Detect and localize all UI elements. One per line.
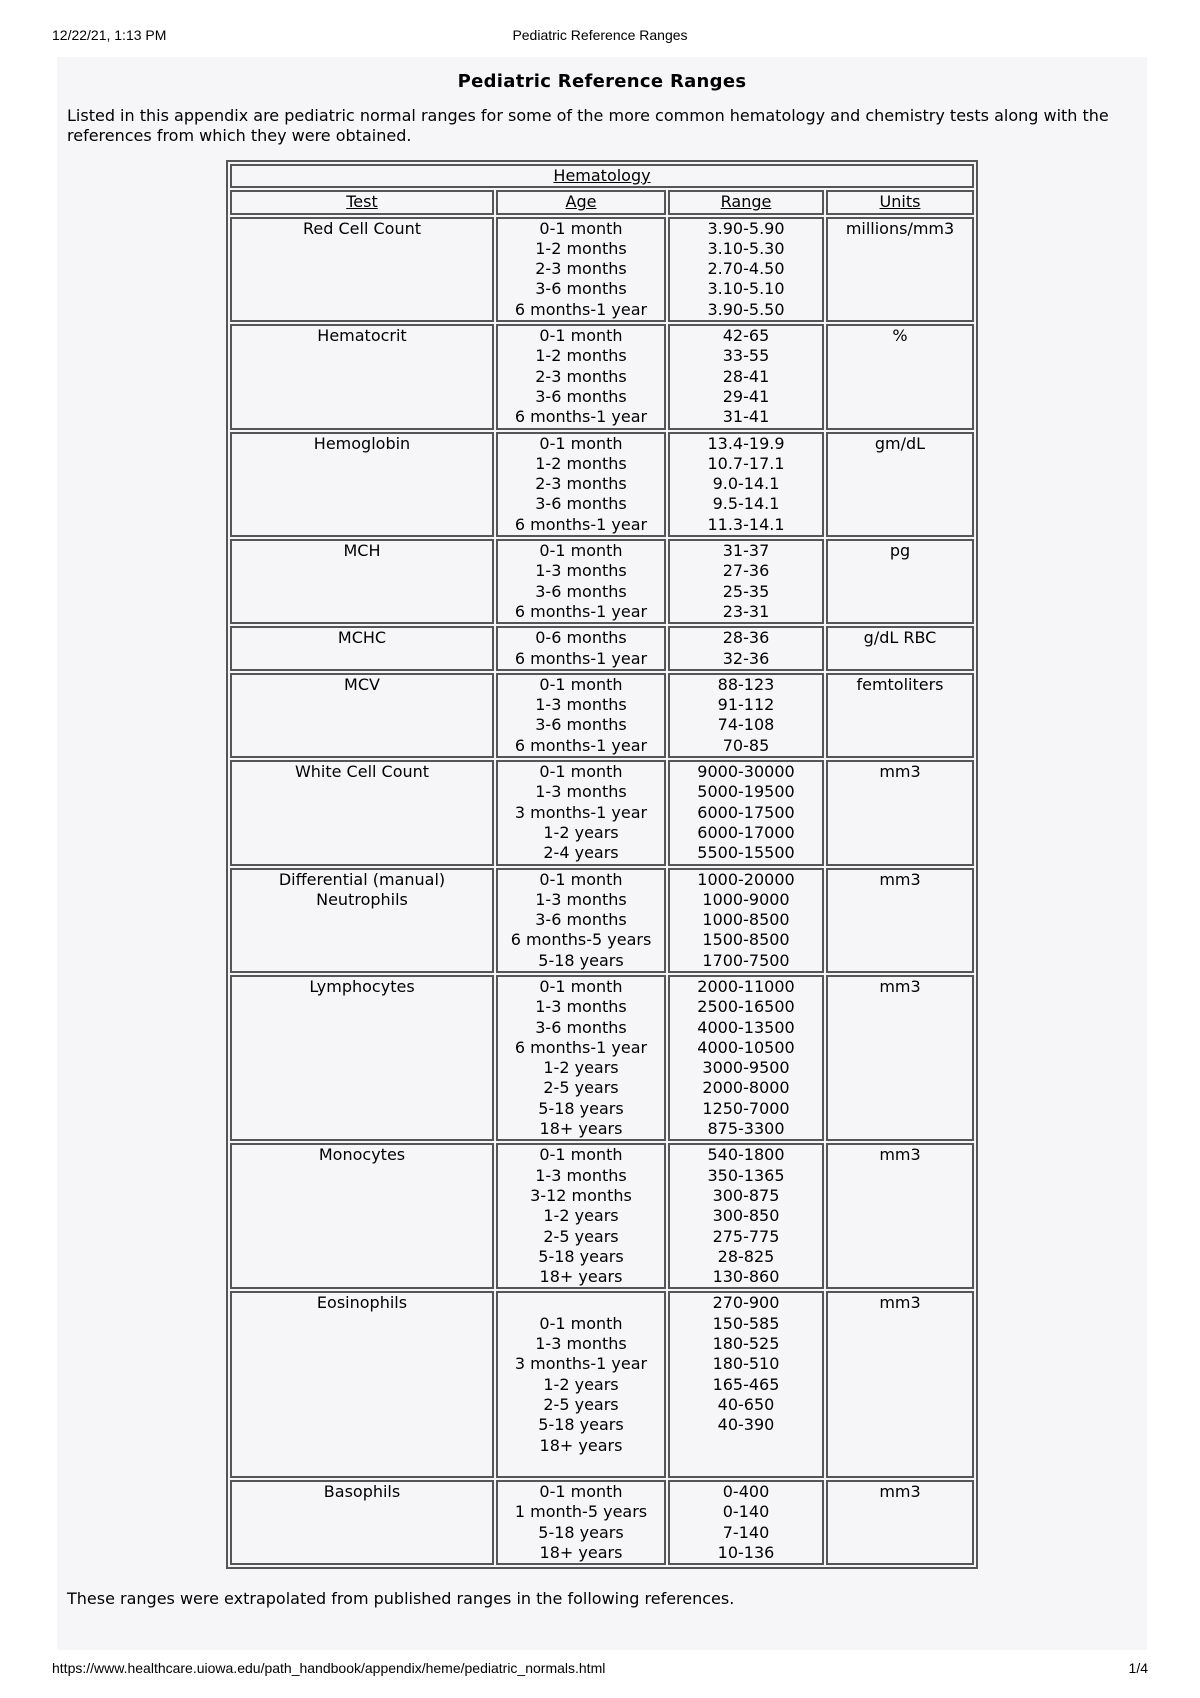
range-value: 31-41 — [722, 407, 770, 427]
units-cell — [826, 217, 974, 322]
range-value: 9.5-14.1 — [712, 494, 780, 514]
range-value: 150-585 — [712, 1313, 780, 1333]
range-value: 275-775 — [712, 1226, 780, 1246]
age-value: 18+ years — [539, 1267, 623, 1287]
range-value: 31-37 — [722, 541, 770, 561]
age-value: 0-1 month — [539, 1145, 623, 1165]
range-value: 10.7-17.1 — [707, 453, 785, 473]
table-row — [230, 760, 974, 865]
age-value: 0-1 month — [539, 1313, 623, 1333]
age-value: 3-6 months — [535, 494, 627, 514]
age-cell — [496, 1143, 666, 1289]
age-cell — [496, 975, 666, 1141]
range-cell — [668, 1143, 824, 1289]
age-value: 3-12 months — [530, 1185, 632, 1205]
age-value: 3-6 months — [535, 1017, 627, 1037]
range-value: 1000-20000 — [697, 869, 795, 889]
age-value: 6 months-1 year — [514, 1037, 648, 1057]
age-cell — [496, 324, 666, 429]
range-value: 9000-30000 — [697, 762, 795, 782]
range-value: 7-140 — [722, 1522, 770, 1542]
test-name: Hemoglobin — [313, 433, 411, 453]
range-value: 42-65 — [722, 326, 770, 346]
age-value: 1-2 years — [543, 822, 619, 842]
test-name: White Cell Count — [294, 762, 430, 782]
range-value — [670, 1456, 822, 1476]
test-name-cell — [230, 673, 494, 758]
range-value: 0-400 — [722, 1482, 770, 1502]
units-cell — [826, 539, 974, 624]
units-value: mm3 — [879, 976, 921, 996]
range-value: 2.70-4.50 — [707, 259, 785, 279]
range-value: 0-140 — [722, 1502, 770, 1522]
age-value: 3-6 months — [535, 386, 627, 406]
age-value: 1-2 years — [543, 1206, 619, 1226]
test-name-cell — [230, 1143, 494, 1289]
hematology-table — [226, 160, 978, 1569]
range-value: 130-860 — [712, 1267, 780, 1287]
range-value: 74-108 — [717, 715, 775, 735]
units-cell — [826, 760, 974, 865]
range-cell — [668, 432, 824, 537]
range-value: 300-850 — [712, 1206, 780, 1226]
age-value: 1-3 months — [535, 695, 627, 715]
range-cell — [668, 217, 824, 322]
age-value: 5-18 years — [538, 1098, 624, 1118]
age-value: 0-1 month — [539, 869, 623, 889]
age-value: 5-18 years — [538, 1246, 624, 1266]
test-name-cell — [230, 217, 494, 322]
age-value: 0-1 month — [539, 1482, 623, 1502]
range-value: 1250-7000 — [702, 1098, 790, 1118]
range-cell — [668, 324, 824, 429]
range-value: 10-136 — [717, 1543, 775, 1562]
table-row — [230, 217, 974, 322]
range-value: 25-35 — [722, 581, 770, 601]
test-name: Eosinophils — [316, 1293, 408, 1313]
test-name-cell — [230, 975, 494, 1141]
test-name: Basophils — [323, 1482, 401, 1502]
range-value: 4000-13500 — [697, 1017, 795, 1037]
test-name: Red Cell Count — [303, 218, 421, 238]
print-page-number: 1/4 — [1128, 1660, 1148, 1676]
range-cell — [668, 626, 824, 671]
range-value — [670, 1436, 822, 1456]
range-value: 180-525 — [712, 1334, 780, 1354]
table-caption: Hematology — [230, 164, 974, 188]
range-value: 3.10-5.10 — [707, 279, 785, 299]
range-cell — [668, 760, 824, 865]
range-value: 165-465 — [712, 1374, 780, 1394]
age-value: 2-3 months — [535, 366, 627, 386]
range-value: 1700-7500 — [702, 950, 790, 970]
test-name: Neutrophils — [316, 889, 408, 909]
range-value: 28-41 — [722, 366, 770, 386]
range-value: 11.3-14.1 — [707, 514, 785, 534]
range-value: 29-41 — [722, 386, 770, 406]
age-cell — [496, 1480, 666, 1565]
age-value: 0-1 month — [539, 218, 623, 238]
units-cell — [826, 432, 974, 537]
print-page-title: Pediatric Reference Ranges — [512, 27, 688, 43]
age-value: 0-1 month — [539, 541, 623, 561]
test-name-cell — [230, 432, 494, 537]
range-value: 2000-11000 — [697, 976, 795, 996]
range-value: 3.90-5.50 — [707, 299, 785, 319]
units-value: mm3 — [879, 869, 921, 889]
age-value: 2-5 years — [543, 1226, 619, 1246]
age-value: 3-6 months — [535, 581, 627, 601]
range-value: 2500-16500 — [697, 997, 795, 1017]
units-cell — [826, 868, 974, 973]
age-cell — [496, 868, 666, 973]
test-name-cell — [230, 1291, 494, 1478]
range-value: 88-123 — [717, 674, 775, 694]
header-test: Test — [230, 190, 494, 214]
units-value: mm3 — [879, 1482, 921, 1502]
units-value: mm3 — [879, 1293, 921, 1313]
range-value: 1500-8500 — [702, 930, 790, 950]
table-caption-row — [230, 164, 974, 188]
range-value: 28-825 — [717, 1246, 775, 1266]
table-row — [230, 1291, 974, 1478]
units-cell — [826, 1480, 974, 1565]
age-value: 2-5 years — [543, 1078, 619, 1098]
table-row — [230, 432, 974, 537]
age-value: 1-3 months — [535, 889, 627, 909]
range-value: 40-650 — [717, 1394, 775, 1414]
table-row — [230, 626, 974, 671]
age-value: 1-3 months — [535, 561, 627, 581]
units-value: mm3 — [879, 762, 921, 782]
page-title: Pediatric Reference Ranges — [457, 71, 747, 92]
units-value: % — [892, 326, 908, 346]
test-name-cell — [230, 1480, 494, 1565]
range-value: 4000-10500 — [697, 1037, 795, 1057]
age-value: 3 months-1 year — [514, 1354, 648, 1374]
range-cell — [668, 673, 824, 758]
test-name: MCHC — [337, 628, 387, 648]
age-value: 0-1 month — [539, 762, 623, 782]
age-value: 5-18 years — [538, 950, 624, 970]
age-value: 1-2 months — [535, 346, 627, 366]
age-value: 18+ years — [539, 1435, 623, 1455]
print-header — [52, 27, 1148, 47]
age-value: 1-3 months — [535, 997, 627, 1017]
range-value: 6000-17500 — [697, 802, 795, 822]
units-cell — [826, 1291, 974, 1478]
age-cell — [496, 626, 666, 671]
age-cell — [496, 760, 666, 865]
age-value: 5-18 years — [538, 1522, 624, 1542]
age-value: 0-1 month — [539, 674, 623, 694]
range-value: 32-36 — [722, 648, 770, 668]
age-cell — [496, 673, 666, 758]
range-value: 70-85 — [722, 735, 770, 755]
test-name: Lymphocytes — [309, 976, 415, 996]
header-age: Age — [496, 190, 666, 214]
age-value: 0-6 months — [535, 628, 627, 648]
table-row — [230, 868, 974, 973]
age-value: 6 months-5 years — [510, 930, 652, 950]
range-cell — [668, 1291, 824, 1478]
range-value: 875-3300 — [707, 1119, 785, 1139]
test-name: MCV — [344, 674, 380, 694]
age-value: 2-5 years — [543, 1394, 619, 1414]
range-value: 1000-8500 — [702, 910, 790, 930]
age-value: 18+ years — [539, 1119, 623, 1139]
age-cell — [496, 539, 666, 624]
table-row — [230, 975, 974, 1141]
age-value: 3-6 months — [535, 910, 627, 930]
range-value: 40-390 — [717, 1415, 775, 1435]
test-name-cell — [230, 539, 494, 624]
age-value: 6 months-1 year — [514, 299, 648, 319]
age-value: 1-2 years — [543, 1058, 619, 1078]
age-value: 1-3 months — [535, 1334, 627, 1354]
units-value: gm/dL — [874, 433, 926, 453]
range-value: 33-55 — [722, 346, 770, 366]
test-name-cell — [230, 868, 494, 973]
range-value: 350-1365 — [707, 1165, 785, 1185]
table-row — [230, 324, 974, 429]
units-cell — [826, 975, 974, 1141]
test-name-cell — [230, 760, 494, 865]
range-value: 1000-9000 — [702, 889, 790, 909]
intro-paragraph: Listed in this appendix are pediatric normal ranges for some of the more common hematology and chemistry tests along with the references from which they were obtained. — [67, 106, 1109, 145]
header-range: Range — [668, 190, 824, 214]
age-value: 1-2 months — [535, 453, 627, 473]
age-value: 1-2 months — [535, 238, 627, 258]
range-value: 270-900 — [712, 1293, 780, 1313]
range-value: 27-36 — [722, 561, 770, 581]
range-cell — [668, 975, 824, 1141]
age-value: 1-3 months — [535, 1165, 627, 1185]
table-row — [230, 1480, 974, 1565]
age-value: 2-3 months — [535, 259, 627, 279]
range-value: 28-36 — [722, 628, 770, 648]
print-url: https://www.healthcare.uiowa.edu/path_handbook/appendix/heme/pediatric_normals.html — [52, 1660, 606, 1676]
age-value — [498, 1456, 664, 1476]
document-body — [57, 57, 1147, 1650]
range-cell — [668, 868, 824, 973]
table-row — [230, 1143, 974, 1289]
outro-paragraph: These ranges were extrapolated from published ranges in the following references. — [67, 1589, 735, 1609]
age-value: 6 months-1 year — [514, 735, 648, 755]
units-value: pg — [889, 541, 911, 561]
age-value: 3-6 months — [535, 715, 627, 735]
range-value: 3.90-5.90 — [707, 218, 785, 238]
age-cell — [496, 432, 666, 537]
age-value: 3 months-1 year — [514, 802, 648, 822]
age-value — [498, 1293, 664, 1313]
age-value: 1-3 months — [535, 782, 627, 802]
range-value: 540-1800 — [707, 1145, 785, 1165]
units-cell — [826, 1143, 974, 1289]
test-name: MCH — [343, 541, 381, 561]
print-datetime: 12/22/21, 1:13 PM — [52, 27, 167, 43]
units-cell — [826, 324, 974, 429]
header-units: Units — [826, 190, 974, 214]
print-footer — [52, 1660, 1148, 1680]
table-header-row — [230, 190, 974, 214]
age-value: 6 months-1 year — [514, 514, 648, 534]
age-cell — [496, 1291, 666, 1478]
table-row — [230, 539, 974, 624]
table-row — [230, 673, 974, 758]
range-cell — [668, 539, 824, 624]
range-value: 300-875 — [712, 1185, 780, 1205]
test-name: Monocytes — [318, 1145, 406, 1165]
range-value: 180-510 — [712, 1354, 780, 1374]
units-value: femtoliters — [856, 674, 944, 694]
age-value: 5-18 years — [538, 1415, 624, 1435]
units-value: millions/mm3 — [845, 218, 955, 238]
units-value: mm3 — [879, 1145, 921, 1165]
test-name: Differential (manual) — [278, 869, 446, 889]
age-value: 6 months-1 year — [514, 601, 648, 621]
units-cell — [826, 673, 974, 758]
age-cell — [496, 217, 666, 322]
range-value: 5000-19500 — [697, 782, 795, 802]
range-value: 3000-9500 — [702, 1058, 790, 1078]
units-cell — [826, 626, 974, 671]
range-value: 9.0-14.1 — [712, 474, 780, 494]
age-value: 6 months-1 year — [514, 407, 648, 427]
age-value: 0-1 month — [539, 433, 623, 453]
age-value: 1 month-5 years — [514, 1502, 648, 1522]
age-value: 0-1 month — [539, 976, 623, 996]
age-value: 3-6 months — [535, 279, 627, 299]
range-value: 5500-15500 — [697, 843, 795, 863]
age-value: 2-3 months — [535, 474, 627, 494]
age-value: 0-1 month — [539, 326, 623, 346]
units-value: g/dL RBC — [863, 628, 937, 648]
test-name-cell — [230, 626, 494, 671]
test-name: Hematocrit — [317, 326, 407, 346]
range-value: 6000-17000 — [697, 822, 795, 842]
test-name-cell — [230, 324, 494, 429]
range-value: 91-112 — [717, 695, 775, 715]
range-value: 23-31 — [722, 601, 770, 621]
range-value: 3.10-5.30 — [707, 238, 785, 258]
range-value: 13.4-19.9 — [707, 433, 785, 453]
range-cell — [668, 1480, 824, 1565]
age-value: 1-2 years — [543, 1374, 619, 1394]
age-value: 2-4 years — [543, 843, 619, 863]
age-value: 6 months-1 year — [514, 648, 648, 668]
age-value: 18+ years — [539, 1543, 623, 1562]
range-value: 2000-8000 — [702, 1078, 790, 1098]
